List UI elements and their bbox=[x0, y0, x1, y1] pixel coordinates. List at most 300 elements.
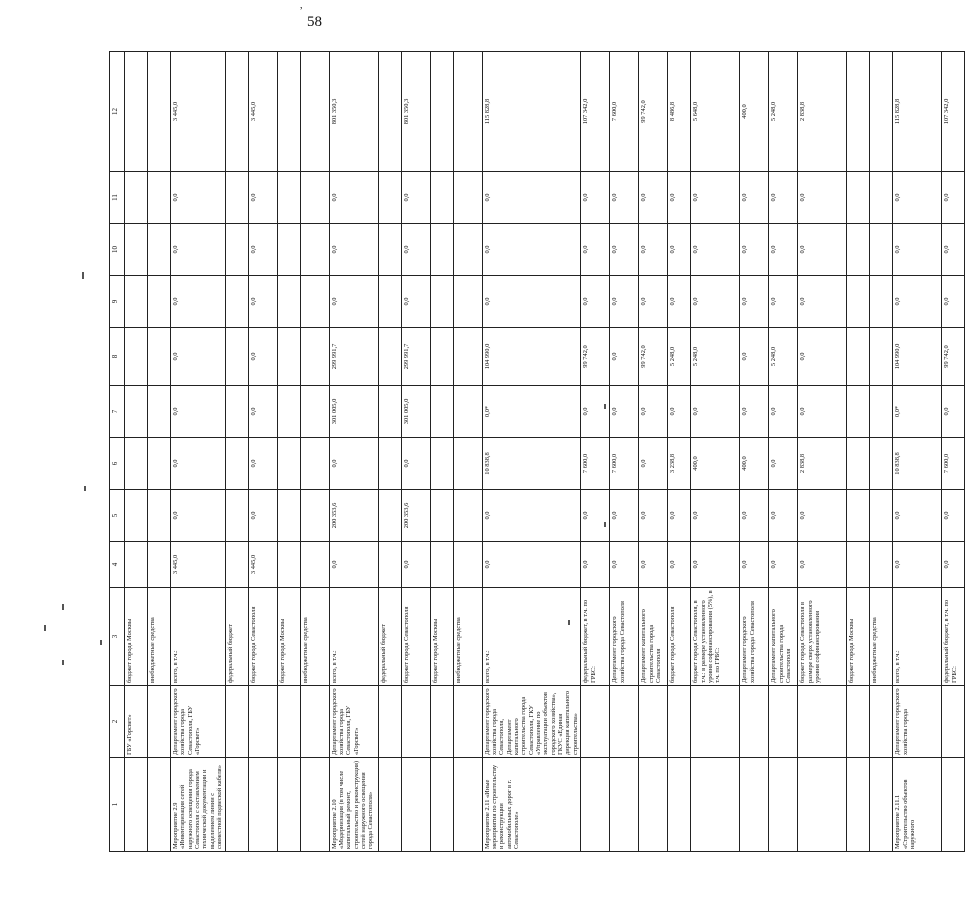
header-cell: 12 bbox=[110, 52, 125, 172]
cell-v6 bbox=[870, 438, 893, 490]
cell-responsible bbox=[639, 686, 668, 758]
cell-v11: 0,0 bbox=[610, 172, 639, 224]
cell-v5 bbox=[378, 490, 401, 542]
cell-v5: 0,0 bbox=[248, 490, 277, 542]
table-row bbox=[610, 52, 639, 852]
cell-v6: 0,0 bbox=[401, 438, 430, 490]
cell-v4 bbox=[300, 542, 329, 588]
cell-source: бюджет города Москвы bbox=[847, 588, 870, 686]
cell-v9: 0,0 bbox=[171, 276, 226, 328]
cell-v4: 0,0 bbox=[581, 542, 610, 588]
cell-v6: 0,0 bbox=[329, 438, 378, 490]
cell-total bbox=[300, 52, 329, 172]
cell-v5 bbox=[225, 490, 248, 542]
cell-v7: 0,0 bbox=[639, 386, 668, 438]
cell-v7 bbox=[378, 386, 401, 438]
cell-v4: 3 445,0 bbox=[248, 542, 277, 588]
cell-v7 bbox=[300, 386, 329, 438]
cell-v6: 2 838,8 bbox=[798, 438, 847, 490]
cell-total: 99 742,0 bbox=[639, 52, 668, 172]
cell-v8: 0,0 bbox=[171, 328, 226, 386]
cell-v4 bbox=[453, 542, 482, 588]
header-row bbox=[110, 52, 125, 852]
page-number: 58 bbox=[307, 14, 322, 30]
cell-v4: 0,0 bbox=[691, 542, 740, 588]
cell-total: 115 828,8 bbox=[482, 52, 581, 172]
cell-v10: 0,0 bbox=[691, 224, 740, 276]
cell-v5: 0,0 bbox=[639, 490, 668, 542]
cell-v4 bbox=[148, 542, 171, 588]
table-row bbox=[401, 52, 430, 852]
cell-responsible: Департамент городского хозяйства города Севастополя, ГБУ «Горсвет» bbox=[171, 686, 226, 758]
cell-v11: 0,0 bbox=[769, 172, 798, 224]
cell-v11 bbox=[870, 172, 893, 224]
cell-v4 bbox=[378, 542, 401, 588]
cell-v10 bbox=[453, 224, 482, 276]
table-row bbox=[740, 52, 769, 852]
cell-v10: 0,0 bbox=[248, 224, 277, 276]
scan-artifact bbox=[100, 640, 102, 645]
cell-v6 bbox=[225, 438, 248, 490]
cell-responsible bbox=[847, 686, 870, 758]
cell-v6: 7 600,0 bbox=[581, 438, 610, 490]
cell-responsible bbox=[277, 686, 300, 758]
cell-v5: 0,0 bbox=[691, 490, 740, 542]
cell-responsible: Департамент городского хозяйства города bbox=[893, 686, 942, 758]
cell-v5: 0,0 bbox=[740, 490, 769, 542]
cell-v6 bbox=[300, 438, 329, 490]
table-row bbox=[300, 52, 329, 852]
cell-v4: 0,0 bbox=[610, 542, 639, 588]
cell-v8 bbox=[430, 328, 453, 386]
cell-v9: 0,0 bbox=[639, 276, 668, 328]
cell-v10 bbox=[125, 224, 148, 276]
cell-v10 bbox=[148, 224, 171, 276]
cell-responsible: ГБУ «Горсвет» bbox=[125, 686, 148, 758]
scan-artifact bbox=[62, 604, 64, 610]
cell-v8: 0,0 bbox=[740, 328, 769, 386]
cell-responsible bbox=[798, 686, 847, 758]
cell-v5: 0,0 bbox=[668, 490, 691, 542]
cell-total: 801 350,3 bbox=[329, 52, 378, 172]
cell-event bbox=[769, 758, 798, 852]
cell-v9: 0,0 bbox=[482, 276, 581, 328]
cell-v11: 0,0 bbox=[798, 172, 847, 224]
cell-v8: 299 991,7 bbox=[401, 328, 430, 386]
cell-responsible: Департамент городского хозяйства города Севастополя, ГБУ «Горсвет» bbox=[329, 686, 378, 758]
cell-event bbox=[401, 758, 430, 852]
table-row bbox=[453, 52, 482, 852]
cell-event bbox=[610, 758, 639, 852]
cell-v7 bbox=[277, 386, 300, 438]
table-row bbox=[329, 52, 378, 852]
cell-event bbox=[581, 758, 610, 852]
cell-v9: 0,0 bbox=[798, 276, 847, 328]
cell-source: всего, в т.ч.: bbox=[171, 588, 226, 686]
cell-total bbox=[430, 52, 453, 172]
cell-v9 bbox=[148, 276, 171, 328]
cell-v9: 0,0 bbox=[740, 276, 769, 328]
cell-v8 bbox=[847, 328, 870, 386]
cell-responsible bbox=[870, 686, 893, 758]
cell-v8 bbox=[277, 328, 300, 386]
cell-v8: 5 248,0 bbox=[691, 328, 740, 386]
cell-total bbox=[847, 52, 870, 172]
cell-total: 801 350,3 bbox=[401, 52, 430, 172]
cell-v11: 0,0 bbox=[171, 172, 226, 224]
rotated-table-wrapper bbox=[109, 52, 958, 852]
cell-v6 bbox=[148, 438, 171, 490]
cell-v10: 0,0 bbox=[740, 224, 769, 276]
cell-v11 bbox=[277, 172, 300, 224]
cell-responsible bbox=[453, 686, 482, 758]
cell-v5 bbox=[847, 490, 870, 542]
cell-v10 bbox=[225, 224, 248, 276]
cell-v7: 0,0* bbox=[482, 386, 581, 438]
cell-event bbox=[870, 758, 893, 852]
cell-v10: 0,0 bbox=[798, 224, 847, 276]
cell-v4 bbox=[225, 542, 248, 588]
header-cell: 3 bbox=[110, 588, 125, 686]
cell-v8: 99 742,0 bbox=[639, 328, 668, 386]
table-row bbox=[171, 52, 226, 852]
top-mark: , bbox=[300, 0, 303, 11]
cell-v6: 7 600,0 bbox=[610, 438, 639, 490]
cell-v11: 0,0 bbox=[740, 172, 769, 224]
cell-total: 115 828,8 bbox=[893, 52, 942, 172]
cell-event: Мероприятие 2.10 «Модернизация (в том числе капитальный ремонт, строительство и реконструкция) сетей наружного освещения города Севастополя» bbox=[329, 758, 378, 852]
cell-v6: 3 238,8 bbox=[668, 438, 691, 490]
cell-v8 bbox=[378, 328, 401, 386]
cell-v6: 0,0 bbox=[248, 438, 277, 490]
cell-total: 400,0 bbox=[740, 52, 769, 172]
cell-event bbox=[691, 758, 740, 852]
cell-event bbox=[639, 758, 668, 852]
cell-v4: 0,0 bbox=[639, 542, 668, 588]
header-cell: 4 bbox=[110, 542, 125, 588]
cell-responsible bbox=[942, 686, 965, 758]
cell-source: Департамент городского хозяйства города Севастополя bbox=[740, 588, 769, 686]
cell-v8 bbox=[225, 328, 248, 386]
cell-v9 bbox=[430, 276, 453, 328]
cell-v9 bbox=[125, 276, 148, 328]
cell-v5: 200 353,6 bbox=[401, 490, 430, 542]
cell-responsible bbox=[430, 686, 453, 758]
header-cell: 2 bbox=[110, 686, 125, 758]
cell-event bbox=[225, 758, 248, 852]
cell-event bbox=[740, 758, 769, 852]
cell-total bbox=[225, 52, 248, 172]
cell-source: бюджет города Севастополя bbox=[401, 588, 430, 686]
table-row bbox=[277, 52, 300, 852]
cell-v4: 0,0 bbox=[401, 542, 430, 588]
header-cell: 10 bbox=[110, 224, 125, 276]
cell-v8: 5 248,0 bbox=[769, 328, 798, 386]
cell-v10: 0,0 bbox=[610, 224, 639, 276]
cell-v8 bbox=[300, 328, 329, 386]
cell-source: федеральный бюджет, в т.ч. по ГРБС: bbox=[942, 588, 965, 686]
cell-total: 107 342,0 bbox=[581, 52, 610, 172]
cell-v6: 400,0 bbox=[740, 438, 769, 490]
cell-v5: 200 353,6 bbox=[329, 490, 378, 542]
table-row bbox=[639, 52, 668, 852]
cell-v6: 7 600,0 bbox=[942, 438, 965, 490]
cell-event bbox=[248, 758, 277, 852]
cell-v6: 10 838,8 bbox=[893, 438, 942, 490]
cell-responsible bbox=[378, 686, 401, 758]
cell-event bbox=[942, 758, 965, 852]
cell-total: 5 648,0 bbox=[691, 52, 740, 172]
cell-v9: 0,0 bbox=[248, 276, 277, 328]
cell-v9: 0,0 bbox=[769, 276, 798, 328]
cell-v11: 0,0 bbox=[581, 172, 610, 224]
cell-v6: 10 838,8 bbox=[482, 438, 581, 490]
header-cell: 1 bbox=[110, 758, 125, 852]
cell-responsible bbox=[581, 686, 610, 758]
cell-v6 bbox=[430, 438, 453, 490]
cell-v7 bbox=[430, 386, 453, 438]
cell-total: 7 600,0 bbox=[610, 52, 639, 172]
cell-v7 bbox=[870, 386, 893, 438]
cell-v6: 0,0 bbox=[769, 438, 798, 490]
cell-event bbox=[378, 758, 401, 852]
cell-v10: 0,0 bbox=[769, 224, 798, 276]
cell-v7: 301 005,0 bbox=[329, 386, 378, 438]
cell-v11: 0,0 bbox=[482, 172, 581, 224]
cell-v7: 0,0 bbox=[668, 386, 691, 438]
cell-v10: 0,0 bbox=[942, 224, 965, 276]
cell-v5: 0,0 bbox=[942, 490, 965, 542]
cell-v4: 0,0 bbox=[329, 542, 378, 588]
cell-v4: 0,0 bbox=[942, 542, 965, 588]
cell-v10 bbox=[870, 224, 893, 276]
table-row bbox=[942, 52, 965, 852]
cell-v8 bbox=[148, 328, 171, 386]
cell-v8 bbox=[870, 328, 893, 386]
cell-source: всего, в т.ч.: bbox=[329, 588, 378, 686]
cell-v5 bbox=[870, 490, 893, 542]
cell-v6 bbox=[847, 438, 870, 490]
cell-total bbox=[870, 52, 893, 172]
cell-v11 bbox=[378, 172, 401, 224]
cell-source: бюджет города Москвы bbox=[430, 588, 453, 686]
cell-v7: 0,0 bbox=[798, 386, 847, 438]
cell-event bbox=[300, 758, 329, 852]
scan-artifact bbox=[84, 486, 86, 491]
cell-v11: 0,0 bbox=[942, 172, 965, 224]
cell-v7: 0,0 bbox=[942, 386, 965, 438]
cell-responsible bbox=[769, 686, 798, 758]
cell-event: Мероприятие 2.11.1 «Строительство объектов наружного bbox=[893, 758, 942, 852]
cell-v5 bbox=[277, 490, 300, 542]
cell-v7: 0,0 bbox=[248, 386, 277, 438]
cell-v9: 0,0 bbox=[893, 276, 942, 328]
cell-v6 bbox=[378, 438, 401, 490]
cell-v7 bbox=[225, 386, 248, 438]
cell-v5 bbox=[430, 490, 453, 542]
cell-source: Департамент городского хозяйства города Севастополя bbox=[610, 588, 639, 686]
cell-v11: 0,0 bbox=[639, 172, 668, 224]
table-row bbox=[248, 52, 277, 852]
cell-v9 bbox=[277, 276, 300, 328]
cell-event bbox=[847, 758, 870, 852]
cell-v11 bbox=[847, 172, 870, 224]
cell-v4 bbox=[870, 542, 893, 588]
cell-v11 bbox=[225, 172, 248, 224]
financing-table bbox=[109, 51, 965, 852]
cell-v9: 0,0 bbox=[329, 276, 378, 328]
cell-source: бюджет города Москвы bbox=[125, 588, 148, 686]
cell-v6: 0,0 bbox=[639, 438, 668, 490]
scan-artifact bbox=[44, 625, 46, 631]
cell-v5: 0,0 bbox=[171, 490, 226, 542]
cell-source: бюджет города Москвы bbox=[277, 588, 300, 686]
cell-source: всего, в т.ч.: bbox=[482, 588, 581, 686]
cell-v9 bbox=[225, 276, 248, 328]
table-row bbox=[148, 52, 171, 852]
cell-v9 bbox=[870, 276, 893, 328]
cell-total bbox=[148, 52, 171, 172]
cell-event bbox=[125, 758, 148, 852]
cell-v4 bbox=[277, 542, 300, 588]
cell-v5: 0,0 bbox=[610, 490, 639, 542]
cell-v8: 99 742,0 bbox=[581, 328, 610, 386]
cell-source: федеральный бюджет, в т.ч. по ГРБС: bbox=[581, 588, 610, 686]
cell-responsible bbox=[668, 686, 691, 758]
cell-v7 bbox=[125, 386, 148, 438]
cell-source: внебюджетные средства bbox=[453, 588, 482, 686]
cell-v11 bbox=[430, 172, 453, 224]
header-cell: 11 bbox=[110, 172, 125, 224]
cell-v7 bbox=[453, 386, 482, 438]
cell-source: федеральный бюджет bbox=[225, 588, 248, 686]
header-cell: 6 bbox=[110, 438, 125, 490]
cell-v10: 0,0 bbox=[401, 224, 430, 276]
cell-v10 bbox=[300, 224, 329, 276]
cell-v4: 0,0 bbox=[798, 542, 847, 588]
cell-total: 2 838,8 bbox=[798, 52, 847, 172]
cell-v7 bbox=[148, 386, 171, 438]
cell-v8: 104 990,0 bbox=[482, 328, 581, 386]
cell-v11: 0,0 bbox=[329, 172, 378, 224]
cell-v7 bbox=[847, 386, 870, 438]
cell-v7: 301 005,0 bbox=[401, 386, 430, 438]
cell-v6: 0,0 bbox=[171, 438, 226, 490]
cell-v10: 0,0 bbox=[581, 224, 610, 276]
cell-v8: 5 248,0 bbox=[668, 328, 691, 386]
cell-v11: 0,0 bbox=[401, 172, 430, 224]
cell-v8: 0,0 bbox=[248, 328, 277, 386]
cell-v8 bbox=[453, 328, 482, 386]
cell-total: 5 248,0 bbox=[769, 52, 798, 172]
cell-v9 bbox=[300, 276, 329, 328]
table-row bbox=[798, 52, 847, 852]
cell-v8: 0,0 bbox=[610, 328, 639, 386]
cell-v7: 0,0 bbox=[691, 386, 740, 438]
cell-v11 bbox=[453, 172, 482, 224]
cell-v11: 0,0 bbox=[668, 172, 691, 224]
cell-source: бюджет города Севастополя bbox=[668, 588, 691, 686]
header-cell: 5 bbox=[110, 490, 125, 542]
cell-v4: 0,0 bbox=[482, 542, 581, 588]
cell-v9: 0,0 bbox=[401, 276, 430, 328]
cell-v10: 0,0 bbox=[329, 224, 378, 276]
cell-v10: 0,0 bbox=[639, 224, 668, 276]
table-row bbox=[430, 52, 453, 852]
cell-source: Департамент капитального строительства города Севастополя bbox=[769, 588, 798, 686]
cell-v8: 0,0 bbox=[798, 328, 847, 386]
cell-v5: 0,0 bbox=[893, 490, 942, 542]
cell-v11 bbox=[148, 172, 171, 224]
table-row bbox=[893, 52, 942, 852]
cell-v4: 3 445,0 bbox=[171, 542, 226, 588]
cell-v5 bbox=[300, 490, 329, 542]
cell-v10 bbox=[378, 224, 401, 276]
cell-v8 bbox=[125, 328, 148, 386]
cell-total bbox=[125, 52, 148, 172]
cell-v7: 0,0 bbox=[610, 386, 639, 438]
cell-v7: 0,0 bbox=[740, 386, 769, 438]
cell-event: Мероприятие 2.9 «Инвентаризация сетей наружного освещения города Севастополя с составлением технической документации и выделением линии с совместной подвеской кабеля» bbox=[171, 758, 226, 852]
scan-artifact bbox=[82, 272, 84, 279]
cell-v9: 0,0 bbox=[581, 276, 610, 328]
cell-source: бюджет города Севастополя в размере сверх установленного уровня софинансирования bbox=[798, 588, 847, 686]
table-row bbox=[581, 52, 610, 852]
table-row bbox=[378, 52, 401, 852]
cell-v10 bbox=[277, 224, 300, 276]
cell-v8: 299 991,7 bbox=[329, 328, 378, 386]
cell-source: внебюджетные средства bbox=[148, 588, 171, 686]
cell-v11: 0,0 bbox=[893, 172, 942, 224]
cell-v10 bbox=[430, 224, 453, 276]
cell-v9 bbox=[453, 276, 482, 328]
cell-v4 bbox=[125, 542, 148, 588]
cell-v4: 0,0 bbox=[740, 542, 769, 588]
cell-responsible: Департамент городского хозяйства города Севастополя, Департамент капитального строительства города Севастополя, ГКУ «Управление по эксплуатации объектов городского хозяйства», ГКУС «Единая дирекция капитального строительства» bbox=[482, 686, 581, 758]
cell-total bbox=[453, 52, 482, 172]
cell-responsible bbox=[740, 686, 769, 758]
cell-event bbox=[668, 758, 691, 852]
cell-v10: 0,0 bbox=[668, 224, 691, 276]
cell-source: внебюджетные средства bbox=[300, 588, 329, 686]
cell-responsible bbox=[300, 686, 329, 758]
cell-responsible bbox=[225, 686, 248, 758]
table-row bbox=[225, 52, 248, 852]
cell-responsible bbox=[248, 686, 277, 758]
cell-v6 bbox=[453, 438, 482, 490]
cell-v4 bbox=[430, 542, 453, 588]
cell-v5 bbox=[453, 490, 482, 542]
cell-v8: 99 742,0 bbox=[942, 328, 965, 386]
table-row bbox=[125, 52, 148, 852]
cell-total: 3 445,0 bbox=[171, 52, 226, 172]
cell-v9: 0,0 bbox=[691, 276, 740, 328]
cell-total: 8 486,8 bbox=[668, 52, 691, 172]
cell-v5 bbox=[125, 490, 148, 542]
cell-v10: 0,0 bbox=[482, 224, 581, 276]
cell-total bbox=[277, 52, 300, 172]
cell-v11 bbox=[300, 172, 329, 224]
cell-v11: 0,0 bbox=[248, 172, 277, 224]
cell-v4: 0,0 bbox=[769, 542, 798, 588]
header-cell: 8 bbox=[110, 328, 125, 386]
cell-v9 bbox=[847, 276, 870, 328]
cell-v4: 0,0 bbox=[893, 542, 942, 588]
cell-event bbox=[148, 758, 171, 852]
cell-v6 bbox=[277, 438, 300, 490]
cell-total bbox=[378, 52, 401, 172]
cell-event bbox=[453, 758, 482, 852]
